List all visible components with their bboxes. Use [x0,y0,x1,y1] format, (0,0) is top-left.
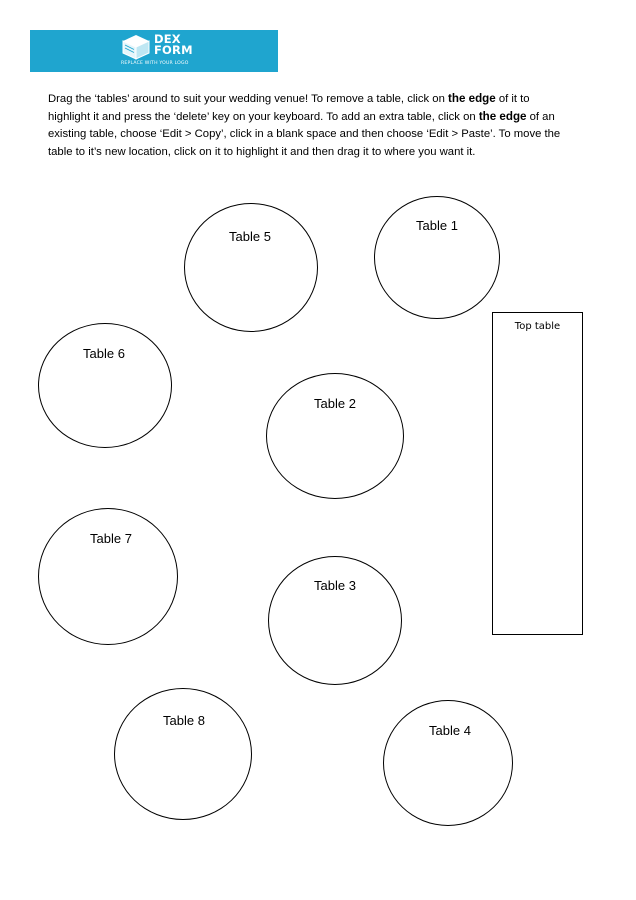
instructions-text-1: Drag the ‘tables’ around to suit your wedding venue! To remove a table, click on [48,93,449,105]
logo-title-line2: FORM [154,43,193,57]
logo-subtitle: REPLACE WITH YOUR LOGO [121,61,189,66]
table-4[interactable] [383,700,513,826]
table-1[interactable] [374,196,500,319]
table-6[interactable] [38,323,172,448]
table-4-label: Table 4 [429,723,471,738]
box-icon [120,33,152,61]
instructions [48,90,568,161]
top-table[interactable] [492,312,583,635]
table-3[interactable] [268,556,402,685]
table-6-label: Table 6 [83,346,125,361]
instructions-bold-1: the edge [448,92,496,105]
instructions-text-3: of an existing table, choose ‘Edit > Copy’, click in a blank space and then choose ‘Edit > Paste’. To move the table to it’s new location, click on it to highlight it and then drag it to where you want it. [48,111,561,158]
table-5[interactable] [184,203,318,332]
table-5-label: Table 5 [229,229,271,244]
top-table-label: Top table [514,321,561,332]
table-7[interactable] [38,508,178,645]
table-8[interactable] [114,688,252,820]
logo [30,30,278,72]
table-7-label: Table 7 [90,531,132,546]
table-8-label: Table 8 [163,713,205,728]
instructions-bold-2: the edge [478,110,527,124]
table-3-label: Table 3 [314,578,356,593]
table-1-label: Table 1 [416,218,458,233]
instructions-text-2: of it to highlight it and press the ‘delete’ key on your keyboard. To add an extra table, click on [48,93,530,124]
logo-title [154,34,193,56]
table-2-label: Table 2 [314,396,356,411]
logo-title-line1: DEX [154,32,181,46]
table-2[interactable] [266,373,404,499]
